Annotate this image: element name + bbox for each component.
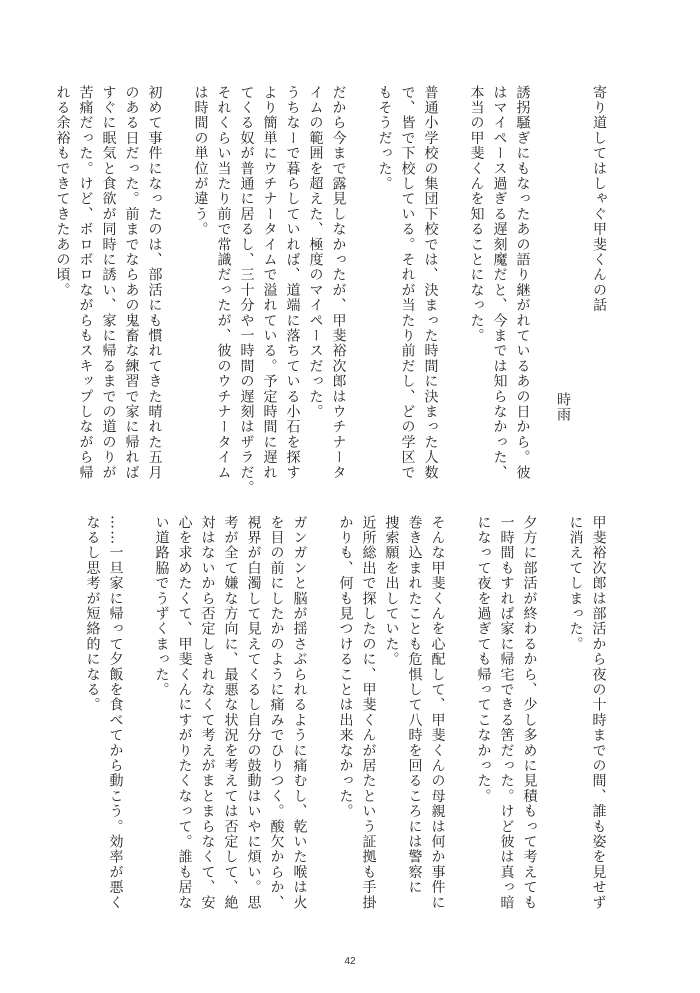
text-line: 心を求めたくて、甲斐くんにすがりたくなって。誰も居な [176, 515, 193, 911]
text-line: もそうだった。 [376, 85, 393, 192]
text-line: なるし思考が短絡的になる。 [84, 515, 101, 713]
text-line: てくる奴が普通に居るし、三十分や一時間の遅刻はザラだ。 [238, 85, 255, 496]
text-line: い道路脇でうずくまった。 [153, 515, 170, 698]
text-line: かりも、何も見つけることは出来なかった。 [337, 515, 354, 819]
text-line: 苦痛だった。けど、ボロボロながらもスキップしながら帰 [77, 85, 94, 481]
text-line: は時間の単位が違う。 [192, 85, 209, 237]
text-line: 本当の甲斐くんを知ることになった。 [468, 85, 485, 344]
text-line: 甲斐裕次郎は部活から夜の十時までの間、誰も姿を見せず [590, 515, 607, 911]
text-line: それくらい当たり前で常識だったが、彼のウチナータイム [215, 85, 232, 481]
text-line: 誘拐騒ぎにもなったあの語り継がれているあの日から。彼 [514, 85, 531, 481]
text-line: ……一旦家に帰って夕飯を食べてから動こう。効率が悪く [107, 515, 124, 911]
author-name: 時雨 [555, 392, 571, 423]
text-line: れる余裕もできてきたあの頃。 [54, 85, 71, 298]
text-line: 近所総出で探したのに、甲斐くんが居たという証拠も手掛 [360, 515, 377, 911]
text-line: 普通小学校の集団下校では、決まった時間に決まった人数 [422, 85, 439, 481]
text-line: 一時間もすれば家に帰宅できる筈だった。けど彼は真っ暗 [498, 515, 515, 911]
text-line: そんな甲斐くんを心配して、甲斐くんの母親は何か事件に [429, 515, 446, 911]
text-line: 巻き込まれたことも危惧して八時を回るころには警察に [406, 515, 423, 895]
text-line: に消えてしまった。 [567, 515, 584, 652]
text-line: のある日だった。前までならあの鬼畜な練習で家に帰れば [123, 85, 140, 481]
text-line: 対はないから否定しきれなくて考えがまとまらなくて、安 [199, 515, 216, 911]
text-line: 初めて事件になったのは、部活にも慣れてきた晴れた五月 [146, 85, 163, 481]
text-line: うちなーで暮らしていれば、道端に落ちている小石を探す [284, 85, 301, 481]
text-line: ガンガンと脳が揺さぶられるように痛むし、乾いた喉は火 [291, 515, 308, 911]
text-line: イムの範囲を超えた、極度のマイペースだった。 [307, 85, 324, 420]
text-line: 考が全て嫌な方向に、最悪な状況を考えては否定して、絶 [222, 515, 239, 911]
text-line: より簡単にウチナータイムで溢れている。予定時間に遅れ [261, 85, 278, 481]
text-line: になって夜を過ぎても帰ってこなかった。 [475, 515, 492, 804]
text-line: だから今まで露見しなかったが、甲斐裕次郎はウチナータ [330, 85, 347, 481]
text-line: 視界が白濁して見えてくるし自分の鼓動はいやに煩い。思 [245, 515, 262, 911]
text-line: で、皆で下校している。それが当たり前だし、どの学区で [399, 85, 416, 481]
text-line: を目の前にしたかのように痛みでひりつく。酸欠からか、 [268, 515, 285, 911]
text-line: すぐに眠気と食欲が同時に誘い、家に帰るまでの道のりが [100, 85, 117, 481]
text-line: はマイペース過ぎる遅刻魔だと、今までは知らなかった、 [491, 85, 508, 481]
text-line: 夕方に部活が終わるから、少し多めに見積もって考えても [521, 515, 538, 911]
page-number: 42 [344, 956, 356, 967]
text-line: 捜索願を出していた。 [383, 515, 400, 667]
story-title: 寄り道してはしゃぐ甲斐くんの話 [591, 85, 607, 313]
